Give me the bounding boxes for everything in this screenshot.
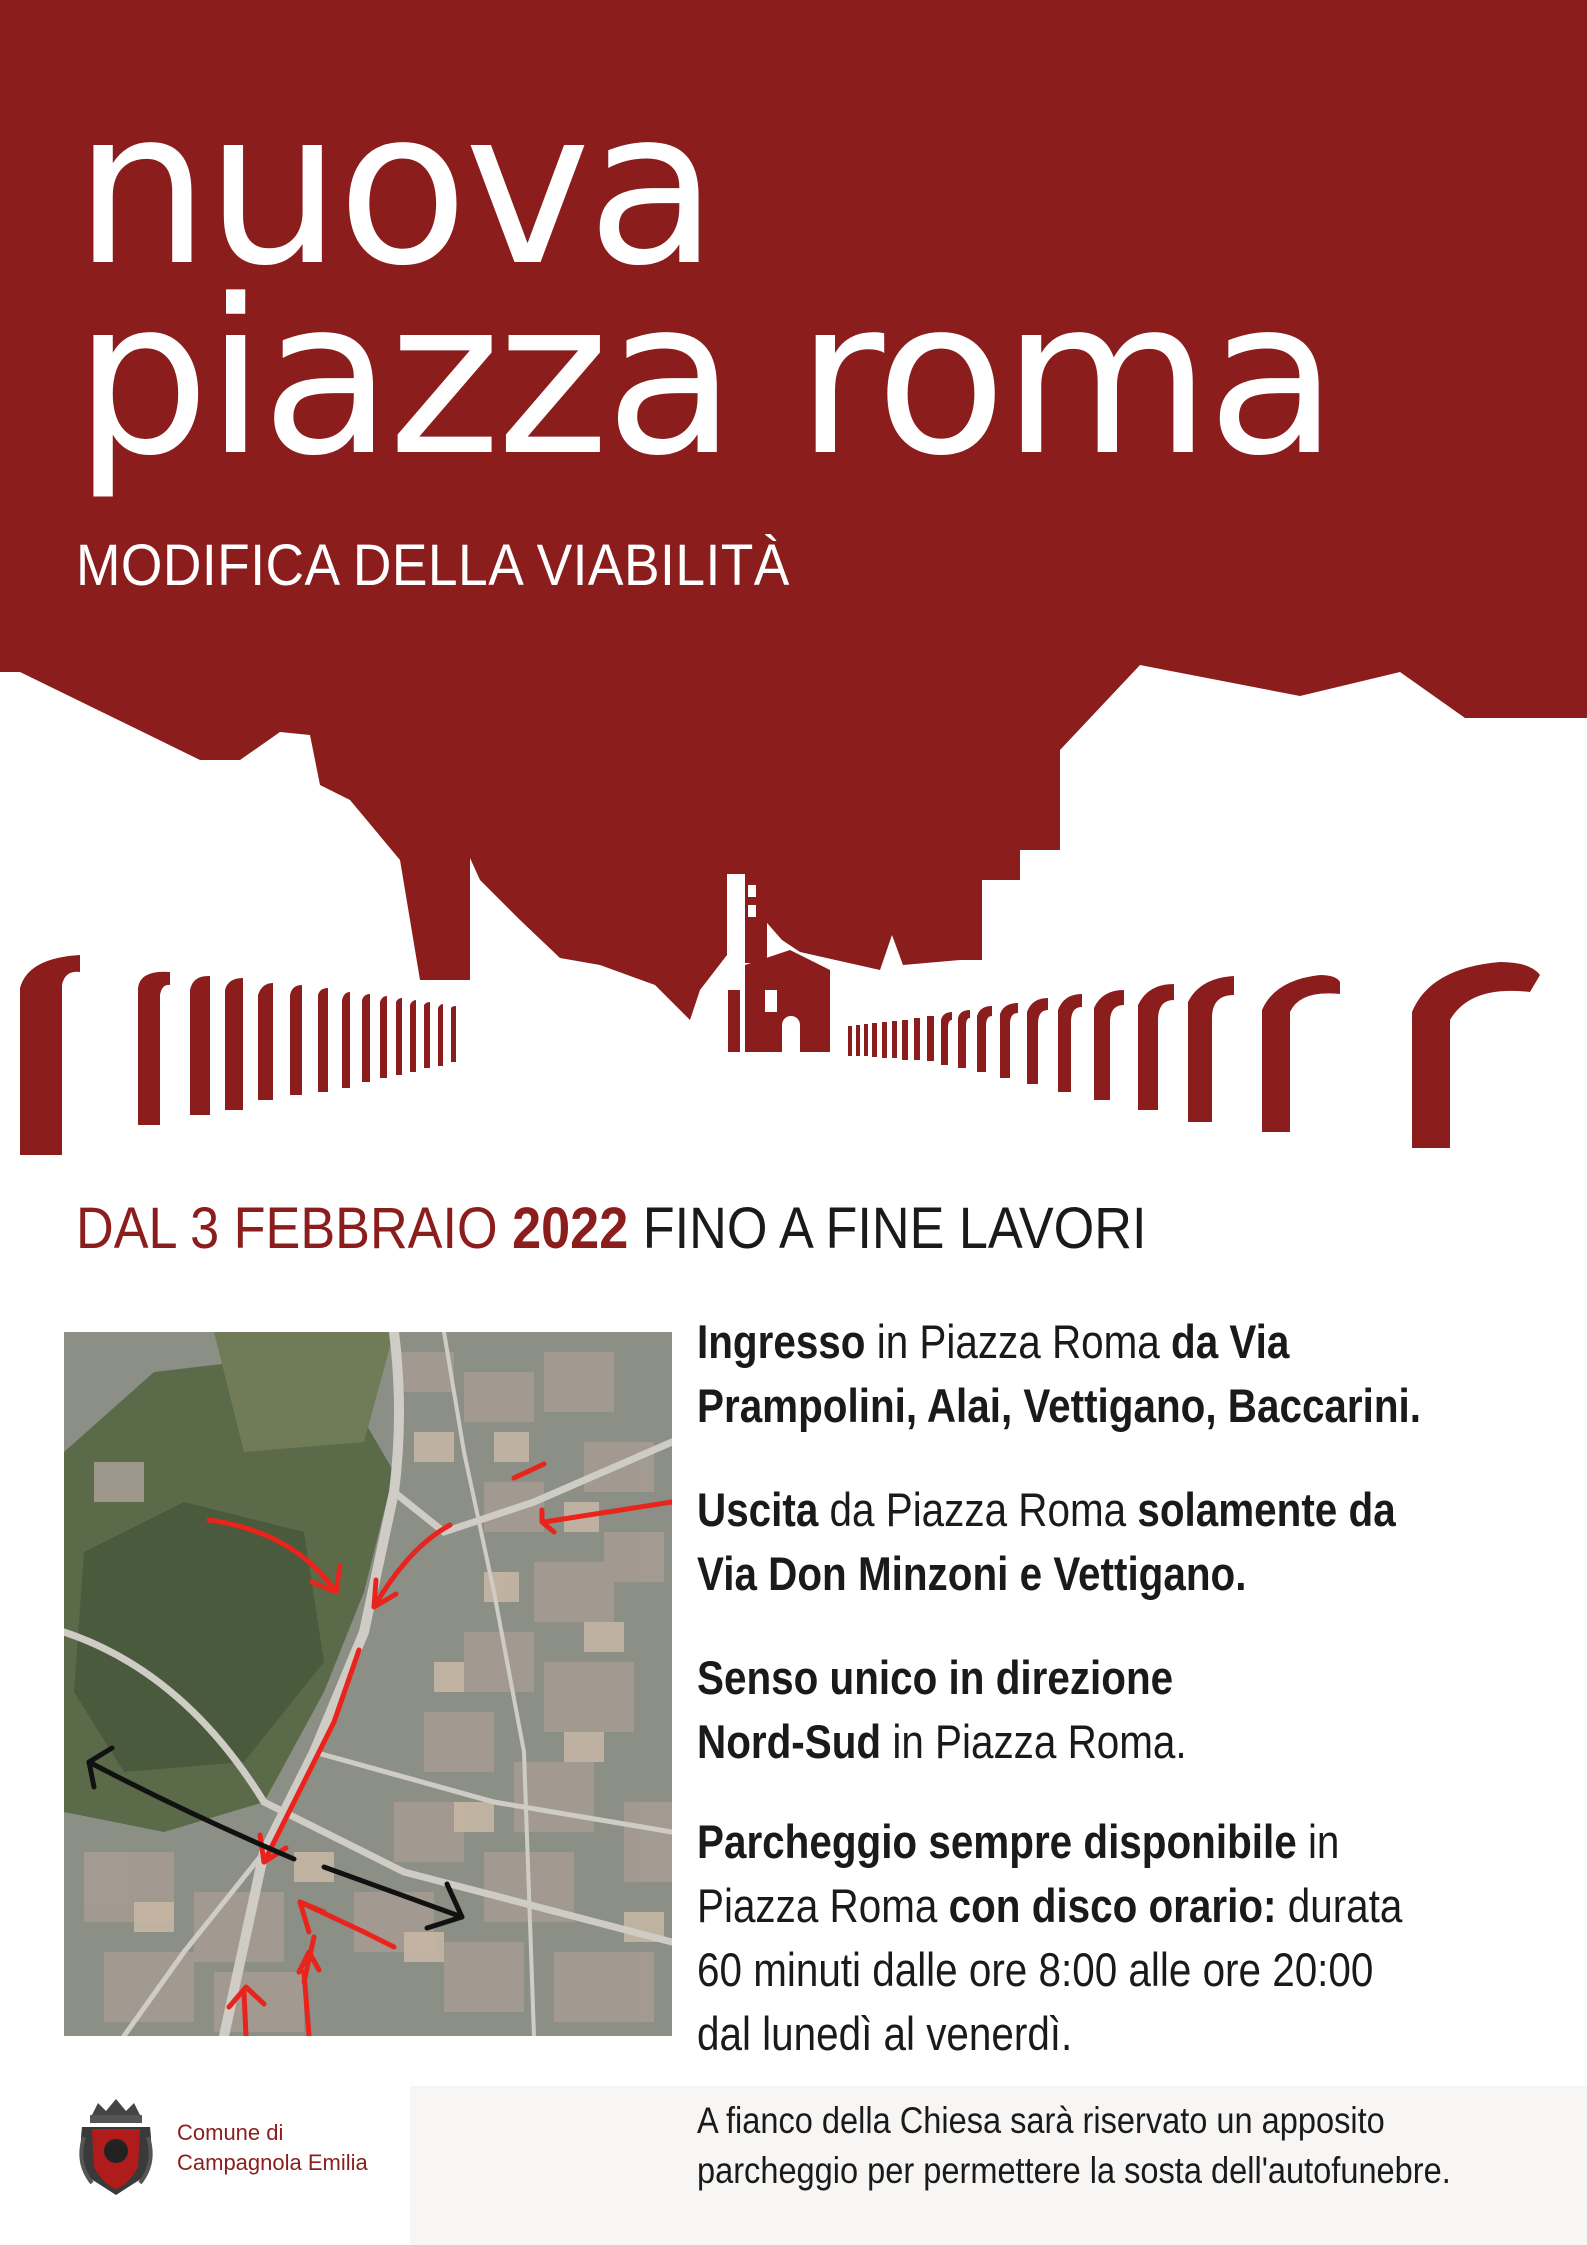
uscita-bold-2: Via Don Minzoni e Vettigano. bbox=[697, 1547, 1247, 1600]
parcheggio-text-3: durata bbox=[1276, 1879, 1403, 1932]
org-line-1: Comune di bbox=[177, 2120, 284, 2145]
parcheggio-bold-2: con disco orario: bbox=[948, 1879, 1277, 1932]
title-line-2: piazza roma bbox=[74, 254, 1335, 503]
title-line-1: nuova bbox=[74, 64, 714, 313]
parcheggio-text-2: Piazza Roma bbox=[697, 1879, 949, 1932]
org-line-2: Campagnola Emilia bbox=[177, 2150, 368, 2175]
aerial-map bbox=[64, 1332, 672, 2036]
arcade-left bbox=[20, 955, 456, 1155]
organization-name bbox=[177, 2118, 368, 2178]
info-uscita bbox=[697, 1478, 1577, 1606]
footer-note-line-1: A fianco della Chiesa sarà riservato un apposito bbox=[697, 2100, 1385, 2141]
footer-note-line-2: parcheggio per permettere la sosta dell'autofunebre. bbox=[697, 2150, 1451, 2191]
info-ingresso bbox=[697, 1310, 1577, 1438]
parcheggio-days: dal lunedì al venerdì. bbox=[697, 2007, 1073, 2060]
ingresso-label: Ingresso bbox=[697, 1315, 866, 1368]
parcheggio-text-1: in bbox=[1296, 1815, 1340, 1868]
parcheggio-label: Parcheggio sempre disponibile bbox=[697, 1815, 1297, 1868]
ingresso-bold-2: Prampolini, Alai, Vettigano, Baccarini. bbox=[697, 1379, 1422, 1432]
info-parcheggio bbox=[697, 1810, 1577, 2066]
date-prefix: DAL 3 FEBBRAIO bbox=[76, 1196, 513, 1261]
info-senso-unico bbox=[697, 1646, 1577, 1774]
senso-text: in Piazza Roma. bbox=[881, 1715, 1187, 1768]
footer-note bbox=[697, 2096, 1451, 2196]
parcheggio-hours: 60 minuti dalle ore 8:00 alle ore 20:00 bbox=[697, 1943, 1374, 1996]
date-year: 2022 bbox=[512, 1196, 629, 1261]
date-suffix: FINO A FINE LAVORI bbox=[628, 1196, 1147, 1261]
senso-direction: Nord-Sud bbox=[697, 1715, 882, 1768]
ingresso-text: in Piazza Roma bbox=[865, 1315, 1172, 1368]
uscita-bold-1: solamente da bbox=[1137, 1483, 1396, 1536]
arcade-right bbox=[848, 962, 1540, 1148]
uscita-text: da Piazza Roma bbox=[818, 1483, 1138, 1536]
municipal-crest-icon bbox=[78, 2097, 154, 2197]
uscita-label: Uscita bbox=[697, 1483, 819, 1536]
ingresso-bold-1: da Via bbox=[1171, 1315, 1290, 1368]
subtitle: MODIFICA DELLA VIABILITÀ bbox=[76, 533, 790, 598]
senso-label: Senso unico in direzione bbox=[697, 1651, 1174, 1704]
date-range bbox=[76, 1196, 1147, 1261]
